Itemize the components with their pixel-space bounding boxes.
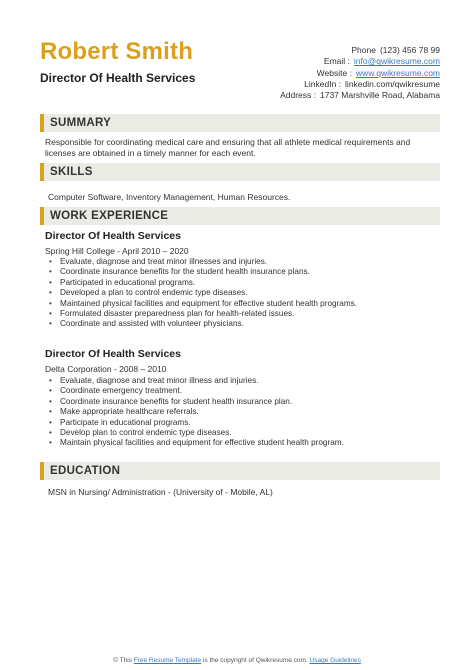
contact-linkedin [280, 79, 440, 90]
list-item: • Participate in educational programs. [45, 418, 344, 428]
address-label: Address : [280, 90, 316, 101]
website-label: Website : [316, 67, 352, 78]
email-label: Email : [323, 56, 350, 67]
linkedin-value: linkedin.com/qwikresume [345, 78, 440, 89]
address-value: 1737 Marshville Road, Alabama [319, 90, 440, 101]
list-item: • Maintained physical facilities and equipment for effective student health programs. [45, 299, 357, 309]
candidate-name: Robert Smith [40, 38, 194, 65]
summary-text: Responsible for coordinating medical care and ensuring that all athlete medical requirements and licenses are obtained in a timely manner for each event. [45, 137, 411, 158]
job-title: Director Of Health Services [45, 230, 181, 242]
footer-middle: is the copyright of Qwikresume.com. [202, 657, 308, 664]
candidate-role: Director Of Health Services [40, 71, 196, 85]
footer-prefix: © This [113, 657, 132, 664]
contact-phone [280, 45, 440, 56]
list-item: • Coordinate insurance benefits for the student health insurance plans. [45, 267, 357, 277]
list-item: • Participated in educational programs. [45, 278, 357, 288]
footer [0, 657, 474, 664]
list-item: • Coordinate and assisted with volunteer physicians. [45, 319, 357, 329]
section-accent [40, 207, 44, 225]
skills-section-header [40, 163, 440, 181]
section-accent [40, 163, 44, 181]
summary-heading: SUMMARY [50, 117, 112, 129]
list-item: • Develop plan to control endemic type diseases. [45, 428, 344, 438]
list-item: • Evaluate, diagnose and treat minor illnesses and injuries. [45, 257, 357, 267]
list-item: • Make appropriate healthcare referrals. [45, 407, 344, 417]
list-item: • Maintain physical facilities and equipment for effective student health program. [45, 438, 344, 448]
education-heading: EDUCATION [50, 465, 121, 477]
experience-heading: WORK EXPERIENCE [50, 210, 169, 222]
skills-text: Computer Software, Inventory Management, Human Resources. [48, 192, 291, 202]
contact-website [280, 68, 440, 79]
list-item: • Formulated disaster preparedness plan for health-related issues. [45, 309, 357, 319]
contact-block [280, 45, 440, 101]
list-item: • Coordinate insurance benefits for student health insurance plan. [45, 397, 344, 407]
contact-email [280, 56, 440, 67]
free-template-link[interactable]: Free Resume Template [133, 657, 202, 664]
list-item: • Coordinate emergency treatment. [45, 386, 344, 396]
education-section-header [40, 462, 440, 480]
email-link[interactable]: info@qwikresume.com [353, 56, 440, 67]
job-bullets [45, 257, 357, 330]
contact-address [280, 90, 440, 101]
section-accent [40, 114, 44, 132]
phone-label: Phone [351, 45, 376, 55]
phone-value: (123) 456 78 99 [379, 45, 440, 55]
section-accent [40, 462, 44, 480]
experience-section-header [40, 207, 440, 225]
summary-section-header [40, 114, 440, 132]
job-org: Spring Hill College - April 2010 – 2020 [45, 246, 189, 256]
job-title: Director Of Health Services [45, 348, 181, 360]
education-text: MSN in Nursing/ Administration - (University of - Mobile, AL) [48, 487, 273, 497]
linkedin-label: LinkedIn : [304, 78, 342, 89]
job-org: Delta Corporation - 2008 – 2010 [45, 364, 167, 374]
job-bullets [45, 376, 344, 449]
website-link[interactable]: www.qwikresume.com [355, 67, 440, 78]
list-item: • Evaluate, diagnose and treat minor illness and injuries. [45, 376, 344, 386]
usage-guidelines-link[interactable]: Usage Guidelines [309, 657, 361, 664]
list-item: • Developed a plan to control endemic type diseases. [45, 288, 357, 298]
skills-heading: SKILLS [50, 166, 93, 178]
